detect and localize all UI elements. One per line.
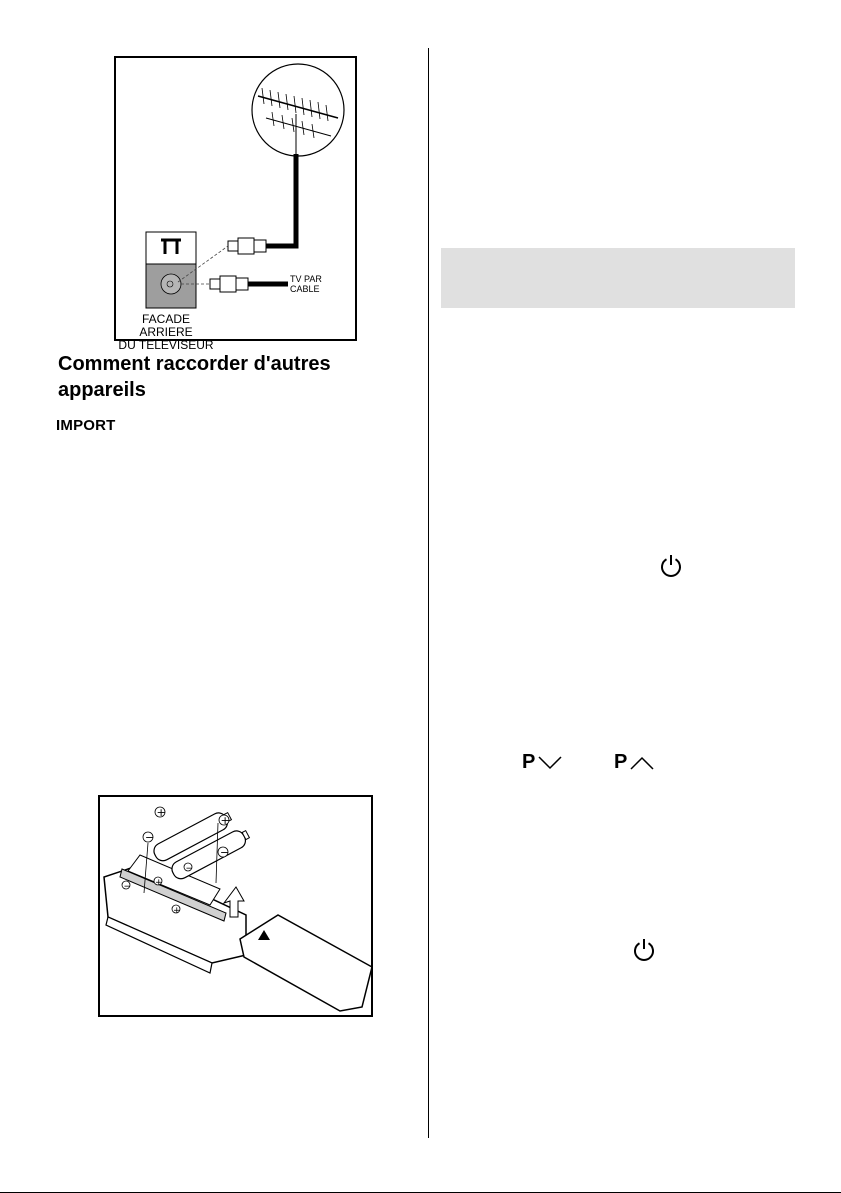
- svg-text:−: −: [185, 864, 194, 874]
- program-up-button-label: [614, 752, 658, 774]
- remote-diagram: [100, 797, 371, 1015]
- cable-tv-label: [290, 274, 322, 294]
- svg-text:−: −: [220, 846, 230, 859]
- shaded-note-box: [441, 248, 795, 308]
- back-panel-label: [116, 313, 216, 352]
- svg-text:+: +: [156, 806, 166, 819]
- back-panel-label-line2: DU TELEVISEUR: [118, 338, 214, 352]
- svg-text:−: −: [145, 831, 155, 844]
- minus-icon: [122, 881, 131, 892]
- program-down-button-label: [522, 752, 566, 774]
- power-icon: [631, 937, 657, 963]
- plus-icon: [172, 905, 181, 916]
- cable-tv-label-line2: CABLE: [290, 284, 320, 294]
- minus-icon: [184, 863, 193, 874]
- minus-icon: [143, 831, 154, 844]
- svg-text:+: +: [173, 906, 181, 916]
- coax-plug-icon: [210, 276, 248, 292]
- program-down-letter: P: [522, 751, 536, 773]
- minus-icon: [218, 846, 229, 859]
- plus-icon: [155, 806, 166, 819]
- coax-plug-icon: [228, 238, 266, 254]
- column-divider: [428, 48, 429, 1138]
- chevron-down-icon: [538, 756, 562, 770]
- chevron-up-icon: [630, 756, 654, 770]
- svg-text:+: +: [155, 878, 163, 888]
- back-panel-label-line1: FACADE ARRIERE: [139, 312, 193, 339]
- antenna-diagram: [116, 58, 355, 339]
- power-icon: [658, 553, 684, 579]
- plus-icon: [219, 814, 230, 827]
- remote-battery-figure: [98, 795, 373, 1017]
- antenna-connection-figure: [114, 56, 357, 352]
- cable-tv-label-line1: TV PAR: [290, 274, 322, 284]
- svg-text:+: +: [220, 814, 230, 827]
- program-up-letter: P: [614, 751, 628, 773]
- section-title: Comment raccorder d'autres appareils: [58, 353, 331, 401]
- tv-back-panel-icon: [146, 232, 196, 308]
- antenna-icon: [252, 64, 344, 156]
- plus-icon: [154, 877, 163, 888]
- section-subtitle: IMPORT: [56, 417, 116, 434]
- svg-text:−: −: [123, 882, 132, 892]
